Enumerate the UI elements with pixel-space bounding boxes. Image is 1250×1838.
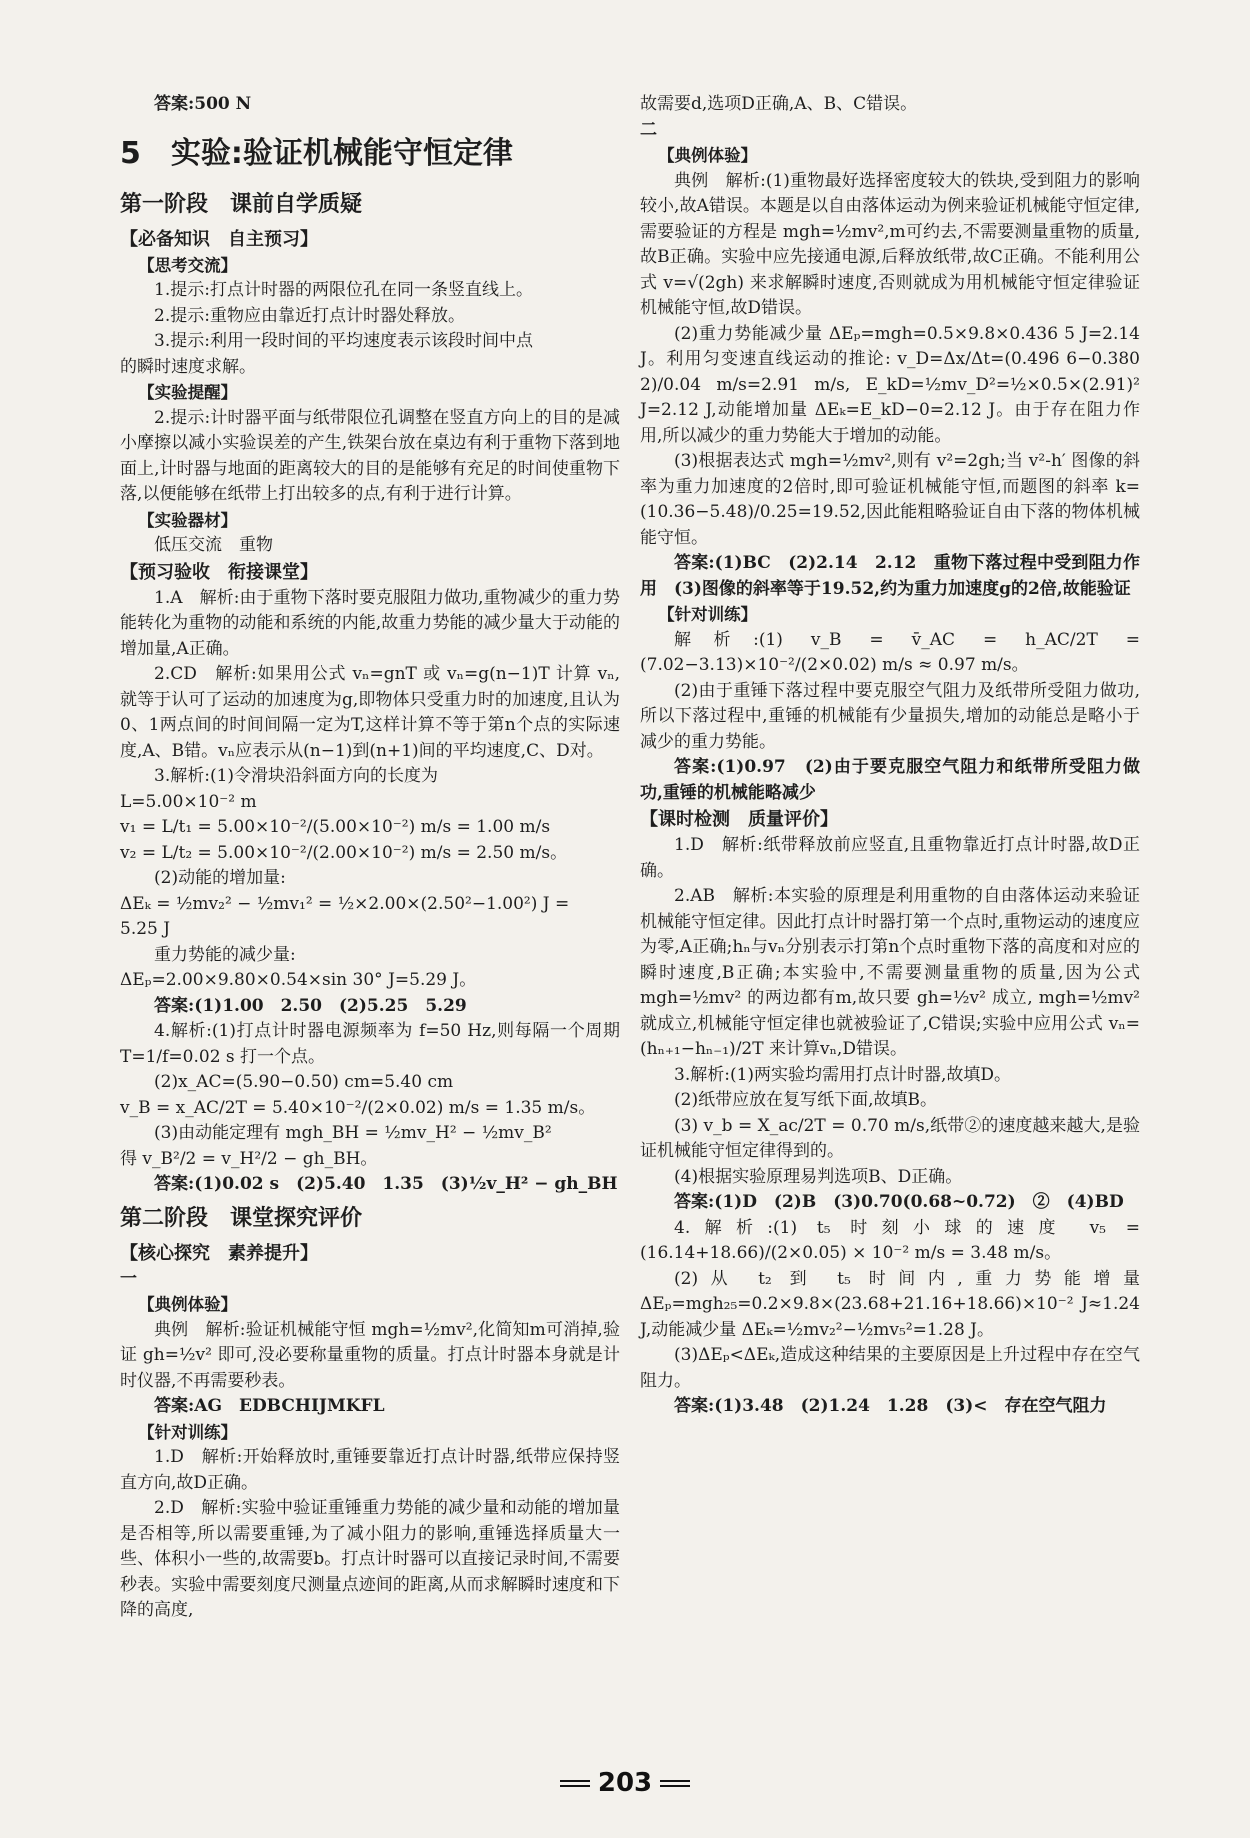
yx-3-v2: v₂ = L/t₂ = 5.00×10⁻²/(2.00×10⁻²) m/s = 2.50 m/s。: [120, 842, 568, 863]
yx-3-v1: v₁ = L/t₁ = 5.00×10⁻²/(5.00×10⁻²) m/s = 1.00 m/s: [120, 817, 551, 837]
sub-tixing: 【实验提醒】: [138, 383, 238, 402]
ks-4c: (3)ΔEₚ<ΔEₖ,造成这种结果的主要原因是上升过程中存在空气阻力。: [640, 1345, 1140, 1391]
left-column: [120, 92, 620, 1624]
sub-zhendui-left: 【针对训练】: [138, 1422, 238, 1442]
tx-2: 2.提示:计时器平面与纸带限位孔调整在竖直方向上的目的是减小摩擦以减小实验误差的产生,铁架台放在桌边有利于重物下落到地面上,计时器与地面的距离较大的目的是能够有充足的时间使重物下落,以便能够在纸带上打出较多的点,有利于进行计算。: [120, 407, 620, 504]
yx-4b: (2)x_AC=(5.90−0.50) cm=5.40 cm: [154, 1072, 454, 1092]
page-number-rule-right: [660, 1780, 690, 1787]
yx-3-answer: 答案:(1)1.00 2.50 (2)5.25 5.29: [154, 995, 467, 1016]
sub-zhendui-right: 【针对训练】: [658, 605, 758, 624]
yx-2: 2.CD 解析:如果用公式 vₙ=gnT 或 vₙ=g(n−1)T 计算 vₙ,就等于认可了运动的加速度为g,即物体只受重力时的加速度,且认为0、1两点间的时间间隔一定为T,这样计算不等于第n个点的实际速度,A、B错。vₙ应表示从(n−1)到(n+1)间的平均速度,C、D对。: [120, 664, 620, 761]
page-number-rule-left: [560, 1780, 590, 1787]
ks-3c: (3) v_b = X_ac/2T = 0.70 m/s,纸带②的速度越来越大,是验证机械能守恒定律得到的。: [640, 1115, 1140, 1161]
yx-4c: v_B = x_AC/2T = 5.40×10⁻²/(2×0.02) m/s = 1.35 m/s。: [120, 1097, 596, 1118]
ks-3b: (2)纸带应放在复写纸下面,故填B。: [674, 1090, 937, 1110]
sk-2: 2.提示:重物应由靠近打点计时器处释放。: [154, 305, 465, 326]
yx-3c: 重力势能的减少量:: [154, 944, 296, 965]
yx-4-answer: 答案:(1)0.02 s (2)5.40 1.35 (3)½v_H² − gh_BH: [154, 1174, 618, 1194]
yx-4d: (3)由动能定理有 mgh_BH = ½mv_H² − ½mv_B²: [154, 1123, 552, 1143]
roman-two: 二: [640, 119, 657, 140]
lesson-title: 5 实验:验证机械能守恒定律: [120, 135, 513, 171]
sub-sikao: 【思考交流】: [138, 255, 238, 275]
section-hexin: 【核心探究 素养提升】: [120, 1242, 318, 1264]
ks-2: 2.AB 解析:本实验的原理是利用重物的自由落体运动来验证机械能守恒定律。因此打点计时器打第一个点时,重物运动的速度应为零,A正确;hₙ与vₙ分别表示打第n个点时重物下落的高度和对应的瞬时速度,B正确;本实验中,不需要测量重物的质量,因为公式 mgh=½mv² 的两边都有m,故只要 gh=½v² 成立, mgh=½mv² 就成立,机械能守恒定律也就被验证了,C错误;实验中应用公式 vₙ=(hₙ₊₁−hₙ₋₁)/2T 来计算vₙ,D错误。: [640, 886, 1140, 1059]
yx-3-ek2: 5.25 J: [120, 919, 171, 939]
page-number-text: 203: [597, 1768, 653, 1798]
zd-right-2: (2)由于重锤下落过程中要克服空气阻力及纸带所受阻力做功,所以下落过程中,重锤的机械能有少量损失,增加的动能总是略小于减少的重力势能。: [640, 680, 1140, 752]
yx-3b: (2)动能的增加量:: [154, 868, 286, 888]
dl-left-answer: 答案:AG EDBCHIJMKFL: [154, 1396, 385, 1416]
roman-one: 一: [120, 1268, 137, 1289]
yx-1: 1.A 解析:由于重物下落时要克服阻力做功,重物减少的重力势能转化为重物的动能和系统的内能,故重力势能的减少量大于动能的增加量,A正确。: [120, 587, 620, 659]
yx-4e: 得 v_B²/2 = v_H²/2 − gh_BH。: [120, 1148, 378, 1169]
page-number: [0, 1768, 1250, 1798]
ks-3d: (4)根据实验原理易判选项B、D正确。: [674, 1166, 963, 1187]
sk-3b: 的瞬时速度求解。: [120, 356, 256, 377]
sub-dianli-left: 【典例体验】: [138, 1295, 238, 1314]
zd-left-1: 1.D 解析:开始释放时,重锤要靠近打点计时器,纸带应保持竖直方向,故D正确。: [120, 1447, 620, 1493]
ks-4-answer: 答案:(1)3.48 (2)1.24 1.28 (3)< 存在空气阻力: [674, 1396, 1107, 1416]
zd-right-1: 解析:(1) v_B = v̄_AC = h_AC/2T = (7.02−3.13)×10⁻²/(2×0.02) m/s ≈ 0.97 m/s。: [640, 629, 1140, 675]
dl-right-3: (3)根据表达式 mgh=½mv²,则有 v²=2gh;当 v²-h′ 图像的斜率为重力加速度的2倍时,即可验证机械能守恒,而题图的斜率 k=(10.36−5.48)/0.25=19.52,因此能粗略验证自由下落的物体机械能守恒。: [640, 451, 1140, 548]
yx-3a: 3.解析:(1)令滑块沿斜面方向的长度为: [154, 766, 439, 786]
yx-3-L: L=5.00×10⁻² m: [120, 791, 257, 812]
dl-left-1: 典例 解析:验证机械能守恒 mgh=½mv²,化简知m可消掉,验证 gh=½v² 即可,没必要称量重物的质量。打点计时器本身就是计时仪器,不再需要秒表。: [120, 1319, 620, 1391]
dl-right-2: (2)重力势能减少量 ΔEₚ=mgh=0.5×9.8×0.436 5 J=2.14 J。利用匀变速直线运动的推论: v_D=Δx/Δt=(0.496 6−0.380 2)/0.04 m/s=2.91 m/s, E_kD=½mv_D²=½×0.5×(2.91)² J=2.12 J,动能增加量 ΔEₖ=E_kD−0=2.12 J。由于存在阻力作用,所以减少的重力势能大于增加的动能。: [640, 323, 1140, 446]
sk-3a: 3.提示:利用一段时间的平均速度表示该段时间中点: [154, 331, 533, 351]
section-yuxi: 【预习验收 衔接课堂】: [120, 561, 318, 583]
ks-3a: 3.解析:(1)两实验均需用打点计时器,故填D。: [674, 1064, 1012, 1085]
ks-4b: (2)从 t₂ 到 t₅ 时间内,重力势能增量 ΔEₚ=mgh₂₅=0.2×9.8×(23.68+21.16+18.66)×10⁻² J≈1.24 J,动能减少量 ΔEₖ=½mv₂²−½mv₅²=1.28 J。: [640, 1268, 1140, 1340]
section-keshi: 【课时检测 质量评价】: [640, 809, 838, 830]
yx-3-ep: ΔEₚ=2.00×9.80×0.54×sin 30° J=5.29 J。: [120, 970, 477, 990]
ks-1: 1.D 解析:纸带释放前应竖直,且重物靠近打点计时器,故D正确。: [640, 835, 1140, 881]
sub-dianli-right: 【典例体验】: [658, 146, 758, 165]
ks-3-answer: 答案:(1)D (2)B (3)0.70(0.68~0.72) ② (4)BD: [674, 1192, 1124, 1212]
sk-1: 1.提示:打点计时器的两限位孔在同一条竖直线上。: [154, 280, 533, 300]
qicai: 低压交流 重物: [154, 535, 273, 555]
right-continuation: 故需要d,选项D正确,A、B、C错误。: [640, 94, 918, 114]
ks-4a: 4.解析:(1) t₅ 时刻小球的速度 v₅ = (16.14+18.66)/(2×0.05) × 10⁻² m/s = 3.48 m/s。: [640, 1217, 1140, 1263]
right-column: [640, 92, 1140, 1420]
sub-qicai: 【实验器材】: [138, 510, 238, 530]
yx-4a: 4.解析:(1)打点计时器电源频率为 f=50 Hz,则每隔一个周期 T=1/f=0.02 s 打一个点。: [120, 1021, 620, 1067]
stage-1-heading: 第一阶段 课前自学质疑: [120, 191, 363, 217]
top-answer: 答案:500 N: [154, 94, 252, 114]
stage-2-heading: 第二阶段 课堂探究评价: [120, 1205, 363, 1231]
zd-right-answer: 答案:(1)0.97 (2)由于要克服空气阻力和纸带所受阻力做功,重锤的机械能略减少: [640, 757, 1140, 803]
dl-right-1: 典例 解析:(1)重物最好选择密度较大的铁块,受到阻力的影响较小,故A错误。本题是以自由落体运动为例来验证机械能守恒定律,需要验证的方程是 mgh=½mv²,m可约去,不需要测量重物的质量,故B正确。实验中应先接通电源,后释放纸带,故C正确。不能利用公式 v=√(2gh) 来求解瞬时速度,否则就成为用机械能守恒定律验证机械能守恒,故D错误。: [640, 170, 1140, 318]
dl-right-answer: 答案:(1)BC (2)2.14 2.12 重物下落过程中受到阻力作用 (3)图像的斜率等于19.52,约为重力加速度g的2倍,故能验证: [640, 553, 1140, 599]
zd-left-2: 2.D 解析:实验中验证重锤重力势能的减少量和动能的增加量是否相等,所以需要重锤,为了减小阻力的影响,重锤选择质量大一些、体积小一些的,故需要b。打点计时器可以直接记录时间,不需要秒表。实验中需要刻度尺测量点迹间的距离,从而求解瞬时速度和下降的高度,: [120, 1498, 620, 1620]
section-bibei: 【必备知识 自主预习】: [120, 228, 318, 250]
yx-3-ek: ΔEₖ = ½mv₂² − ½mv₁² = ½×2.00×(2.50²−1.00²) J =: [120, 893, 570, 914]
